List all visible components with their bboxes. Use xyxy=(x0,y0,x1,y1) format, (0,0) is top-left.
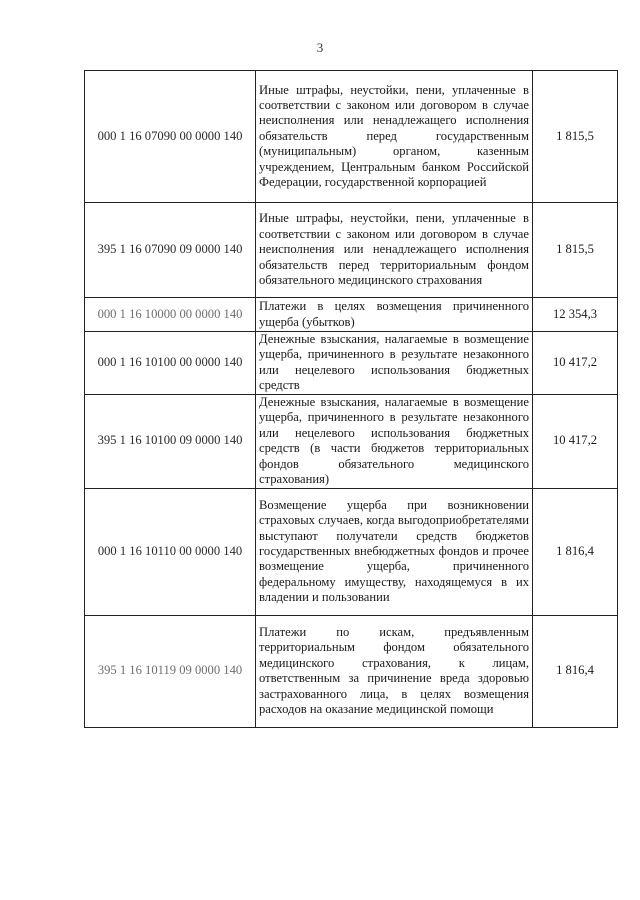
revenue-amount-cell: 1 815,5 xyxy=(533,203,618,298)
revenue-description-cell: Денежные взыскания, налагаемые в возмещение ущерба, причиненного в результате незаконного или нецелевого использования бюджетных средств xyxy=(256,332,533,395)
revenue-description-cell: Возмещение ущерба при возникновении страховых случаев, когда выгодоприобретателями выступают получатели средств бюджетов государственных внебюджетных фондов и прочее возмещение ущерба, причиненного федеральному имуществу, находящемуся в их владении и пользовании xyxy=(256,488,533,615)
revenue-description-cell: Денежные взыскания, налагаемые в возмещение ущерба, причиненного в результате незаконного или нецелевого использования бюджетных средств (в части бюджетов территориальных фондов обязательного медицинского страхования) xyxy=(256,394,533,488)
revenue-description-cell: Иные штрафы, неустойки, пени, уплаченные в соответствии с законом или договором в случае неисполнения или ненадлежащего исполнения обязательств перед государственным (муниципальным) органом, казенным учреждением, Центральным банком Российской Федерации, государственной корпорацией xyxy=(256,71,533,203)
revenue-amount-cell: 10 417,2 xyxy=(533,394,618,488)
revenue-amount-cell: 1 815,5 xyxy=(533,71,618,203)
revenue-code-cell: 395 1 16 07090 09 0000 140 xyxy=(85,203,256,298)
revenue-description-cell: Платежи по искам, предъявленным территориальным фондом обязательного медицинского страхования, к лицам, ответственным за причинение вреда здоровью застрахованного лица, в целях возмещения расходов на оказание медицинской помощи xyxy=(256,615,533,727)
revenue-amount-cell: 12 354,3 xyxy=(533,298,618,332)
revenue-amount-cell: 1 816,4 xyxy=(533,615,618,727)
table-row xyxy=(85,488,618,615)
revenue-code-cell: 395 1 16 10119 09 0000 140 xyxy=(85,615,256,727)
table-row xyxy=(85,71,618,203)
revenue-description-cell: Платежи в целях возмещения причиненного ущерба (убытков) xyxy=(256,298,533,332)
table-row xyxy=(85,332,618,395)
page-number: 3 xyxy=(316,40,324,55)
table-row xyxy=(85,298,618,332)
table-row xyxy=(85,203,618,298)
revenue-amount-cell: 10 417,2 xyxy=(533,332,618,395)
budget-revenue-table xyxy=(84,70,618,728)
revenue-code-cell: 000 1 16 10100 00 0000 140 xyxy=(85,332,256,395)
revenue-amount-cell: 1 816,4 xyxy=(533,488,618,615)
revenue-code-cell: 395 1 16 10100 09 0000 140 xyxy=(85,394,256,488)
revenue-code-cell: 000 1 16 07090 00 0000 140 xyxy=(85,71,256,203)
revenue-description-cell: Иные штрафы, неустойки, пени, уплаченные в соответствии с законом или договором в случае неисполнения или ненадлежащего исполнения обязательств перед территориальным фондом обязательного медицинского страхования xyxy=(256,203,533,298)
table-row xyxy=(85,394,618,488)
table-row xyxy=(85,615,618,727)
revenue-code-cell: 000 1 16 10110 00 0000 140 xyxy=(85,488,256,615)
revenue-code-cell: 000 1 16 10000 00 0000 140 xyxy=(85,298,256,332)
